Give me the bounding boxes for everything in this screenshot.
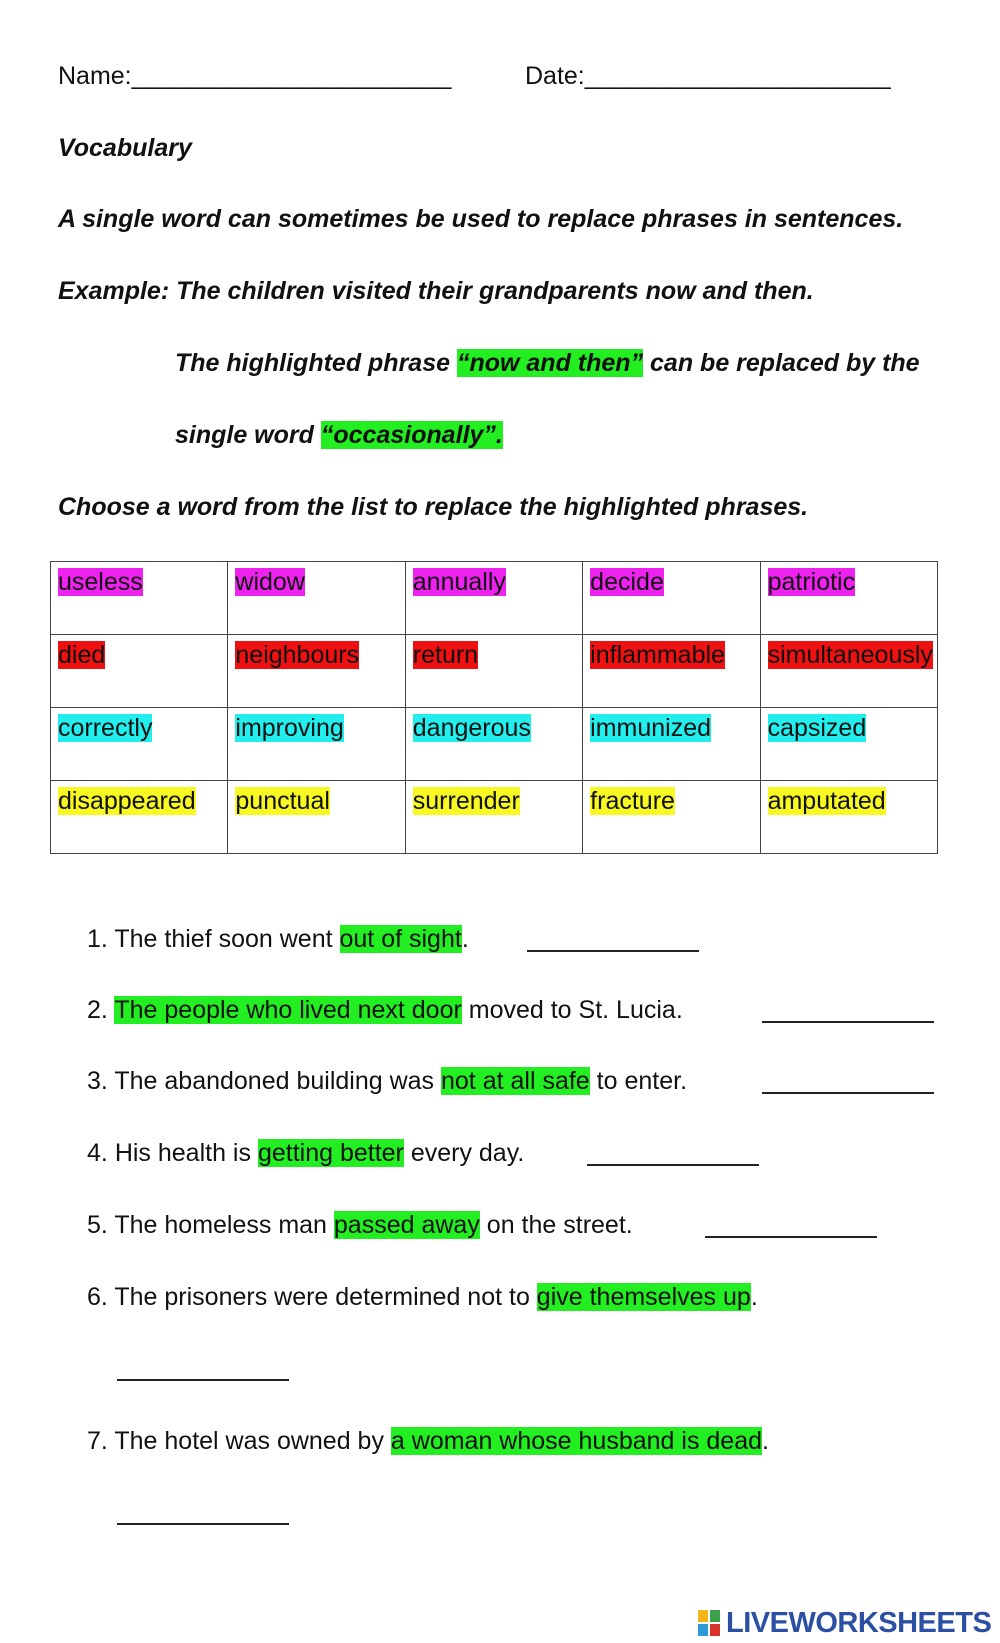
word: return <box>412 641 479 669</box>
word-cell <box>51 562 228 635</box>
date-label: Date: <box>525 62 585 90</box>
date-blank[interactable]: ______________________ <box>584 62 891 90</box>
word-cell <box>405 635 582 708</box>
question-number: 7. <box>87 1427 108 1455</box>
question-6 <box>87 1279 758 1315</box>
example-text: The highlighted phrase <box>175 349 457 377</box>
word: correctly <box>58 714 153 742</box>
table-row <box>51 635 938 708</box>
question-text: The abandoned building was <box>114 1067 441 1095</box>
word: died <box>58 641 106 669</box>
question-text: . <box>461 925 469 953</box>
word-cell <box>51 635 228 708</box>
question-7 <box>87 1423 769 1459</box>
word: simultaneously <box>767 641 933 669</box>
question-3 <box>87 1063 687 1099</box>
word: annually <box>412 568 506 596</box>
answer-blank-5[interactable] <box>705 1236 877 1238</box>
word-cell <box>760 708 937 781</box>
question-highlight: give themselves up <box>536 1283 751 1311</box>
question-text: . <box>762 1427 769 1455</box>
example-highlight: “now and then” <box>456 349 644 377</box>
word: disappeared <box>58 787 196 815</box>
word: punctual <box>235 787 330 815</box>
word-cell <box>583 708 760 781</box>
page-title: Vocabulary <box>58 134 192 162</box>
answer-blank-6[interactable] <box>117 1379 289 1381</box>
question-4 <box>87 1135 524 1171</box>
question-highlight: not at all safe <box>441 1067 590 1095</box>
question-highlight: passed away <box>333 1211 480 1239</box>
question-text: The thief soon went <box>114 925 340 953</box>
question-number: 1. <box>87 925 108 953</box>
question-1 <box>87 921 469 957</box>
question-5 <box>87 1207 633 1243</box>
question-text: The prisoners were determined not to <box>114 1283 537 1311</box>
word: widow <box>235 568 305 596</box>
answer-blank-3[interactable] <box>762 1092 934 1094</box>
word-cell <box>760 781 937 854</box>
word-cell <box>760 635 937 708</box>
word-cell <box>405 708 582 781</box>
question-number: 6. <box>87 1283 108 1311</box>
word: patriotic <box>767 568 856 596</box>
word: fracture <box>590 787 675 815</box>
word: dangerous <box>412 714 531 742</box>
word: decide <box>590 568 664 596</box>
word-cell <box>583 562 760 635</box>
question-highlight: out of sight <box>339 925 462 953</box>
question-2 <box>87 992 683 1028</box>
word: amputated <box>767 787 886 815</box>
name-label: Name: <box>58 62 132 90</box>
word-cell <box>760 562 937 635</box>
question-text: moved to St. Lucia. <box>461 996 683 1024</box>
liveworksheets-logo-icon <box>698 1610 720 1636</box>
word-cell <box>228 562 405 635</box>
question-number: 3. <box>87 1067 108 1095</box>
word: capsized <box>767 714 867 742</box>
liveworksheets-logo <box>698 1607 991 1639</box>
word: inflammable <box>590 641 725 669</box>
answer-blank-2[interactable] <box>762 1021 934 1023</box>
intro-text: A single word can sometimes be used to replace phrases in sentences. <box>58 205 904 233</box>
answer-blank-7[interactable] <box>117 1523 289 1525</box>
question-text: . <box>750 1283 758 1311</box>
example-explanation-line-2 <box>175 417 503 453</box>
name-blank[interactable]: _______________________ <box>131 62 452 90</box>
word-cell <box>583 635 760 708</box>
question-text: to enter. <box>589 1067 688 1095</box>
example-text: can be replaced by the <box>643 349 920 377</box>
table-row <box>51 562 938 635</box>
word-cell <box>51 781 228 854</box>
answer-blank-4[interactable] <box>587 1164 759 1166</box>
question-text: The hotel was owned by <box>114 1427 391 1455</box>
word: useless <box>58 568 143 596</box>
word: neighbours <box>235 641 360 669</box>
question-text: The homeless man <box>114 1211 334 1239</box>
table-row <box>51 781 938 854</box>
example-explanation-line-1 <box>175 345 920 381</box>
question-highlight: getting better <box>257 1139 404 1167</box>
question-number: 2. <box>87 996 108 1024</box>
question-highlight: a woman whose husband is dead <box>390 1427 763 1455</box>
question-highlight: The people who lived next door <box>114 996 462 1024</box>
word-cell <box>51 708 228 781</box>
date-field[interactable] <box>525 58 891 94</box>
question-number: 4. <box>87 1139 108 1167</box>
word-cell <box>405 562 582 635</box>
word-cell <box>228 781 405 854</box>
word: improving <box>235 714 344 742</box>
word-cell <box>583 781 760 854</box>
question-text: on the street. <box>479 1211 633 1239</box>
name-field[interactable] <box>58 58 451 94</box>
word-cell <box>228 708 405 781</box>
question-text: His health is <box>114 1139 258 1167</box>
table-row <box>51 708 938 781</box>
word: immunized <box>590 714 712 742</box>
word-cell <box>228 635 405 708</box>
example-highlight: “occasionally”. <box>320 421 503 449</box>
question-number: 5. <box>87 1211 108 1239</box>
word-cell <box>405 781 582 854</box>
word-list-table <box>50 561 938 854</box>
question-text: every day. <box>403 1139 525 1167</box>
example-text: single word <box>175 421 321 449</box>
answer-blank-1[interactable] <box>527 950 699 952</box>
logo-text: LIVEWORKSHEETS <box>726 1606 992 1639</box>
instruction-text: Choose a word from the list to replace the highlighted phrases. <box>58 493 809 521</box>
word: surrender <box>412 787 520 815</box>
example-sentence: Example: The children visited their grandparents now and then. <box>58 277 814 305</box>
